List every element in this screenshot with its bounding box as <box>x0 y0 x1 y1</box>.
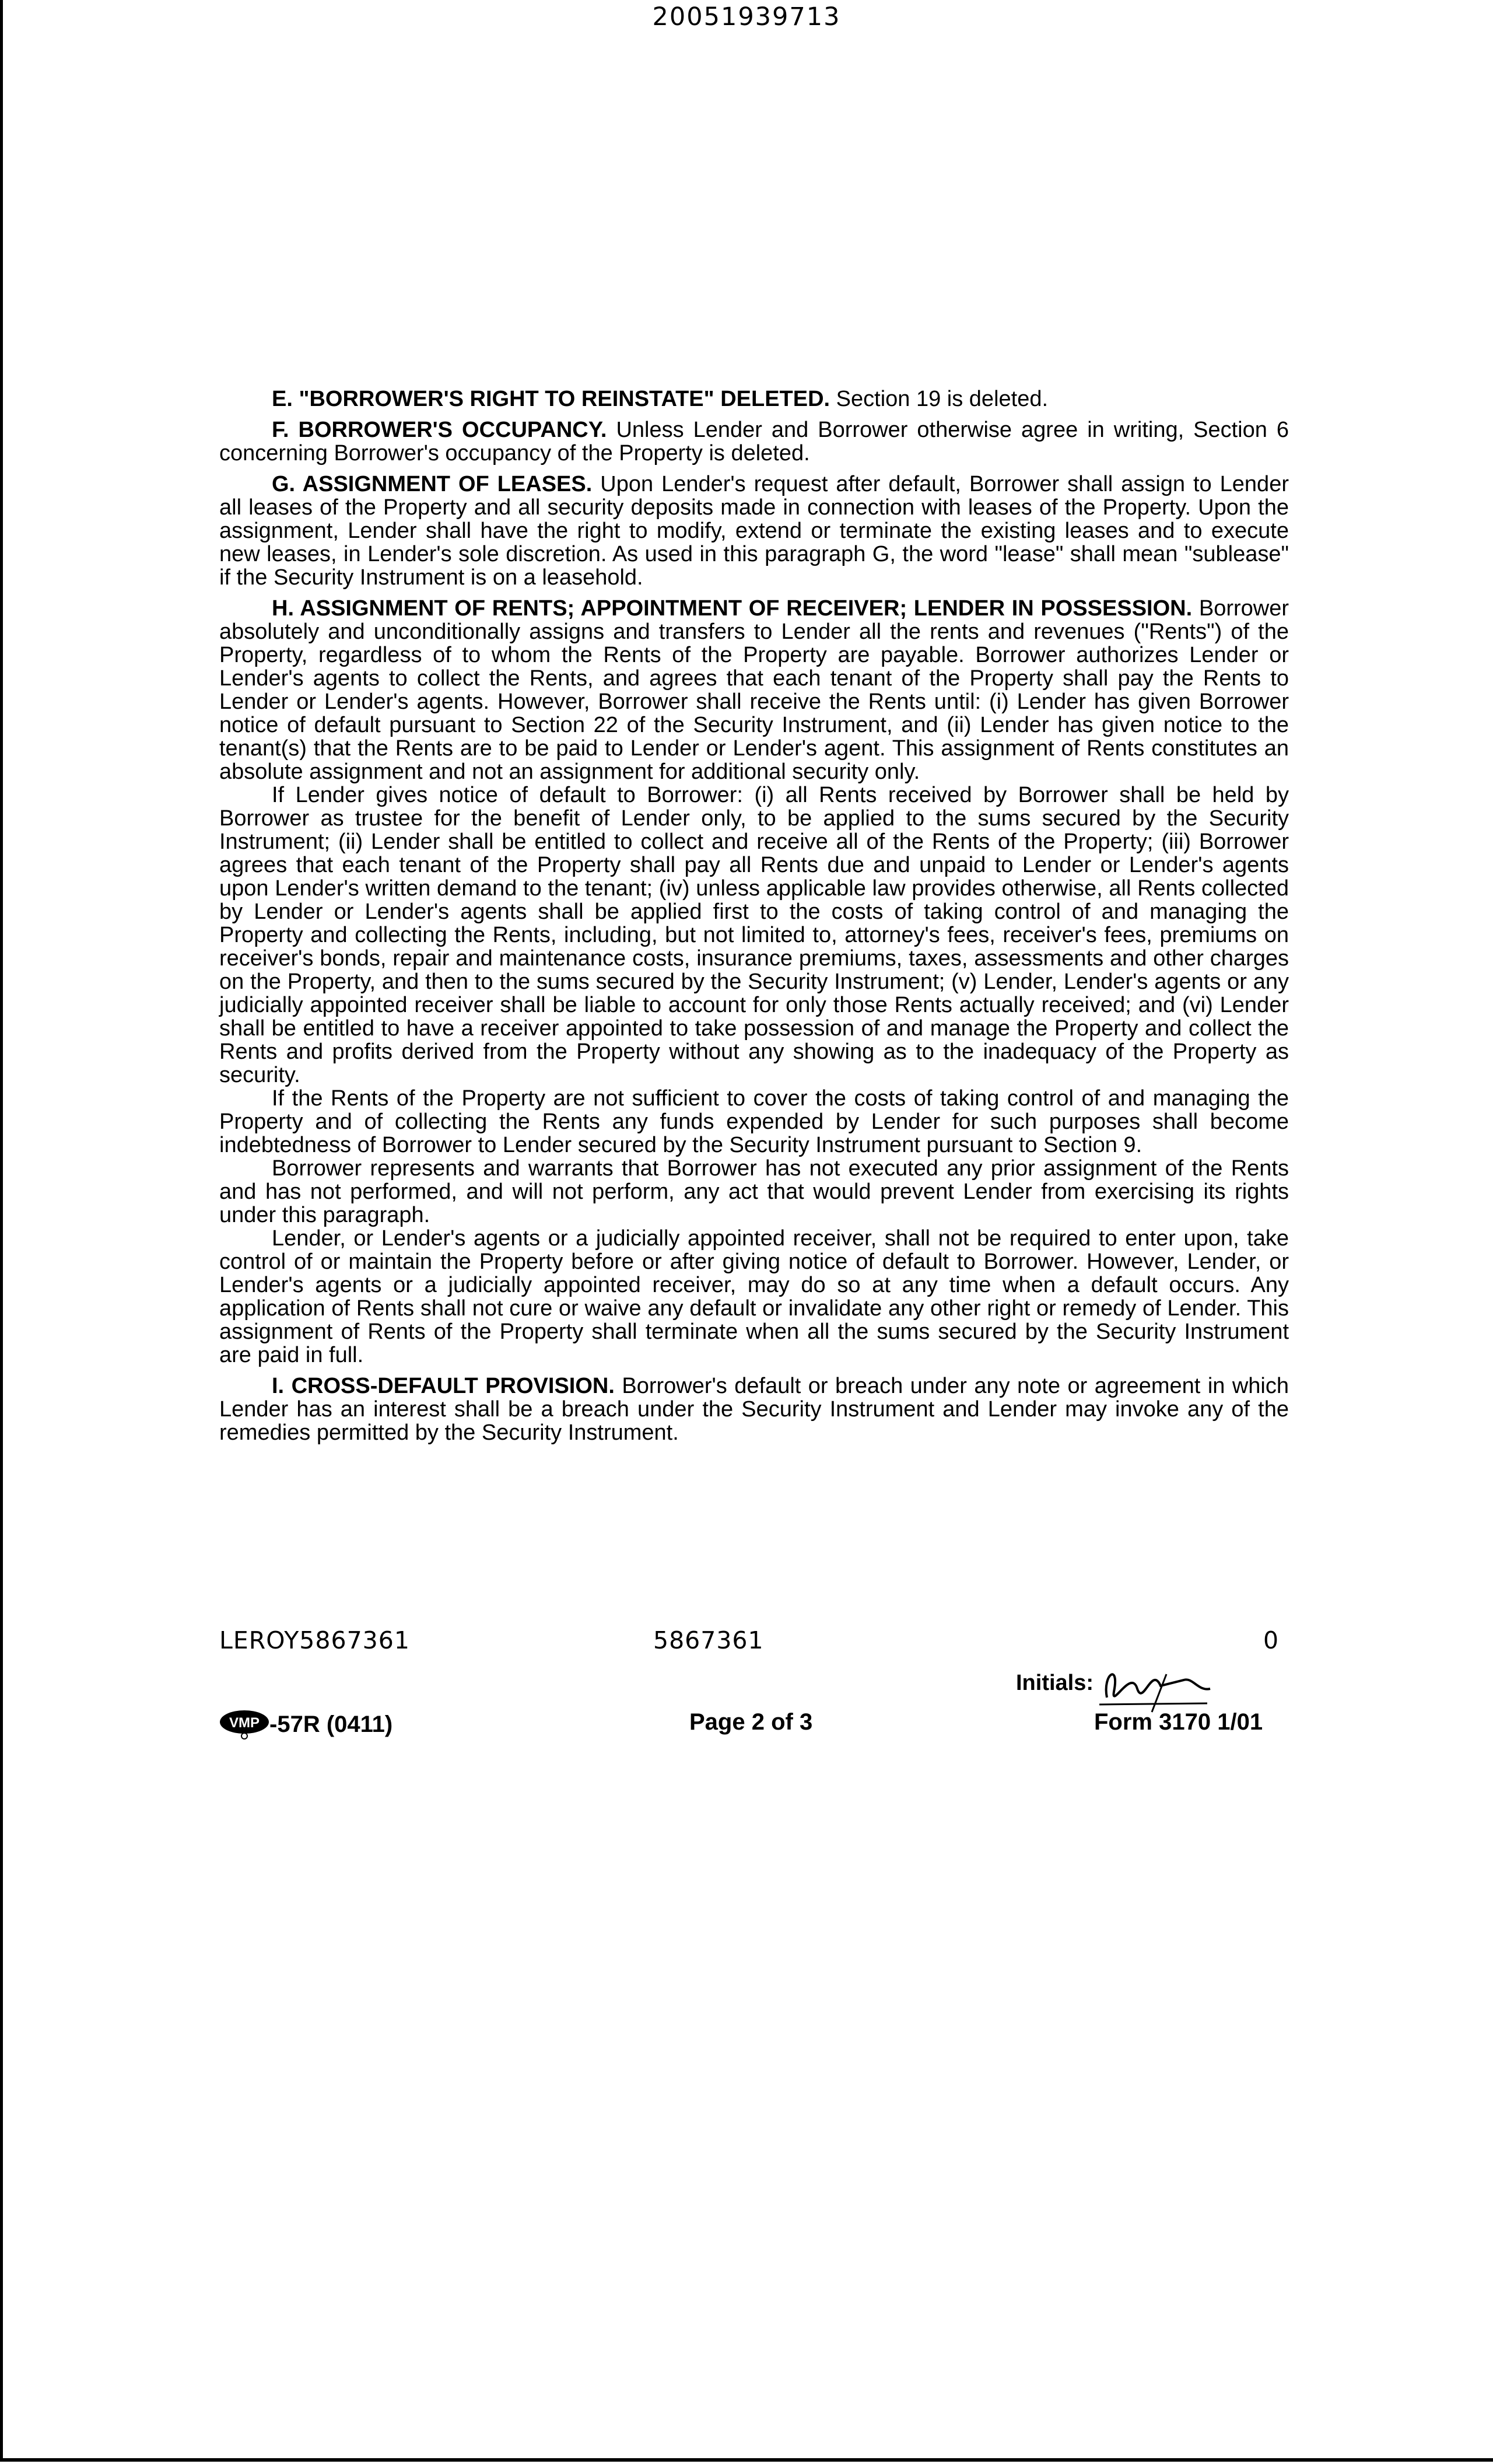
section-h-heading: H. ASSIGNMENT OF RENTS; APPOINTMENT OF RECEIVER; LENDER IN POSSESSION. <box>272 596 1193 621</box>
section-i-heading: I. CROSS-DEFAULT PROVISION. <box>272 1374 615 1398</box>
loan-id-mid: 5867361 <box>653 1626 764 1654</box>
loan-id-right: 0 <box>1263 1626 1280 1654</box>
loan-id-left: LEROY5867361 <box>219 1626 410 1654</box>
section-g-text: Upon Lender's request after default, Borrower shall assign to Lender all leases of the Property and all security deposits made in connection with leases of the Property. Upon the assignment, Lender shall have the right to modify, extend or terminate the existing leases and to execute new leases, in Lender's sole discretion. As used in this paragraph G, the word "lease" shall mean "sublease" if the Security Instrument is on a leasehold. <box>219 472 1289 590</box>
bottom-edge-rule <box>0 2458 1493 2462</box>
page-number: Page 2 of 3 <box>689 1709 813 1735</box>
initials-label: Initials: <box>1016 1671 1094 1695</box>
section-h <box>219 597 1289 783</box>
vmp-logo-icon <box>219 1709 269 1740</box>
section-e-text: Section 19 is deleted. <box>830 387 1049 411</box>
section-i-text: Borrower's default or breach under any note or agreement in which Lender has an interest shall be a breach under the Security Instrument and Lender may invoke any of the remedies permitted by the Security Instrument. <box>219 1374 1289 1445</box>
vmp-logo-text: VMP <box>229 1715 260 1731</box>
section-f <box>219 418 1289 465</box>
section-f-text: Unless Lender and Borrower otherwise agree in writing, Section 6 concerning Borrower's occupancy of the Property is deleted. <box>219 418 1289 466</box>
form-code-text: -57R (0411) <box>269 1711 393 1737</box>
section-f-heading: F. BORROWER'S OCCUPANCY. <box>272 418 607 442</box>
section-h-paragraph-5: Lender, or Lender's agents or a judicially appointed receiver, shall not be required to enter upon, take control of or maintain the Property before or after giving notice of default to Borrower. However, Lender, or Lender's agents or a judicially appointed receiver, may do so at any time when a default occurs. Any application of Rents shall not cure or waive any default or invalidate any other right or remedy of Lender. This assignment of Rents of the Property shall terminate when all the sums secured by the Security Instrument are paid in full. <box>219 1226 1289 1367</box>
document-number: 20051939713 <box>652 2 841 32</box>
section-i <box>219 1374 1289 1444</box>
rider-body <box>219 387 1289 1444</box>
section-g-heading: G. ASSIGNMENT OF LEASES. <box>272 472 593 496</box>
form-id: Form 3170 1/01 <box>1094 1709 1263 1735</box>
form-code-group <box>219 1709 392 1740</box>
loan-id-row <box>0 1626 1493 1661</box>
section-h-paragraph-3: If the Rents of the Property are not sufficient to cover the costs of taking control of and managing the Property and of collecting the Rents any funds expended by Lender for such purposes shall become indebtedness of Borrower to Lender secured by the Security Instrument pursuant to Section 9. <box>219 1086 1289 1157</box>
left-edge-rule <box>0 0 3 2462</box>
section-h-text: Borrower absolutely and unconditionally assigns and transfers to Lender all the rents and revenues ("Rents") of the Property, regardless of to whom the Rents of the Property are payable. Borrower authorizes Lender or Lender's agents to collect the Rents, and agrees that each tenant of the Property shall pay the Rents to Lender or Lender's agents. However, Borrower shall receive the Rents until: (i) Lender has given Borrower notice of default pursuant to Section 22 of the Security Instrument, and (ii) Lender has given notice to the tenant(s) that the Rents are to be paid to Lender or Lender's agent. This assignment of Rents constitutes an absolute assignment and not an assignment for additional security only. <box>219 596 1289 784</box>
section-e <box>219 387 1289 411</box>
section-e-heading: E. "BORROWER'S RIGHT TO REINSTATE" DELETED. <box>272 387 830 411</box>
section-g <box>219 473 1289 589</box>
section-h-paragraph-4: Borrower represents and warrants that Borrower has not executed any prior assignment of the Rents and has not performed, and will not perform, any act that would prevent Lender from exercising its rights under this paragraph. <box>219 1156 1289 1227</box>
section-h-paragraph-2: If Lender gives notice of default to Borrower: (i) all Rents received by Borrower shall be held by Borrower as trustee for the benefit of Lender only, to be applied to the sums secured by the Security Instrument; (ii) Lender shall be entitled to collect and receive all of the Rents of the Property; (iii) Borrower agrees that each tenant of the Property shall pay all Rents due and unpaid to Lender or Lender's agents upon Lender's written demand to the tenant; (iv) unless applicable law provides otherwise, all Rents collected by Lender or Lender's agents shall be applied first to the costs of taking control of and managing the Property and collecting the Rents, including, but not limited to, attorney's fees, receiver's fees, premiums on receiver's bonds, repair and maintenance costs, insurance premiums, taxes, assessments and other charges on the Property, and then to the sums secured by the Security Instrument; (v) Lender, Lender's agents or any judicially appointed receiver shall be liable to account for only those Rents actually received; and (vi) Lender shall be entitled to have a receiver appointed to take possession of and manage the Property and collect the Rents and profits derived from the Property without any showing as to the inadequacy of the Property as security. <box>219 783 1289 1087</box>
